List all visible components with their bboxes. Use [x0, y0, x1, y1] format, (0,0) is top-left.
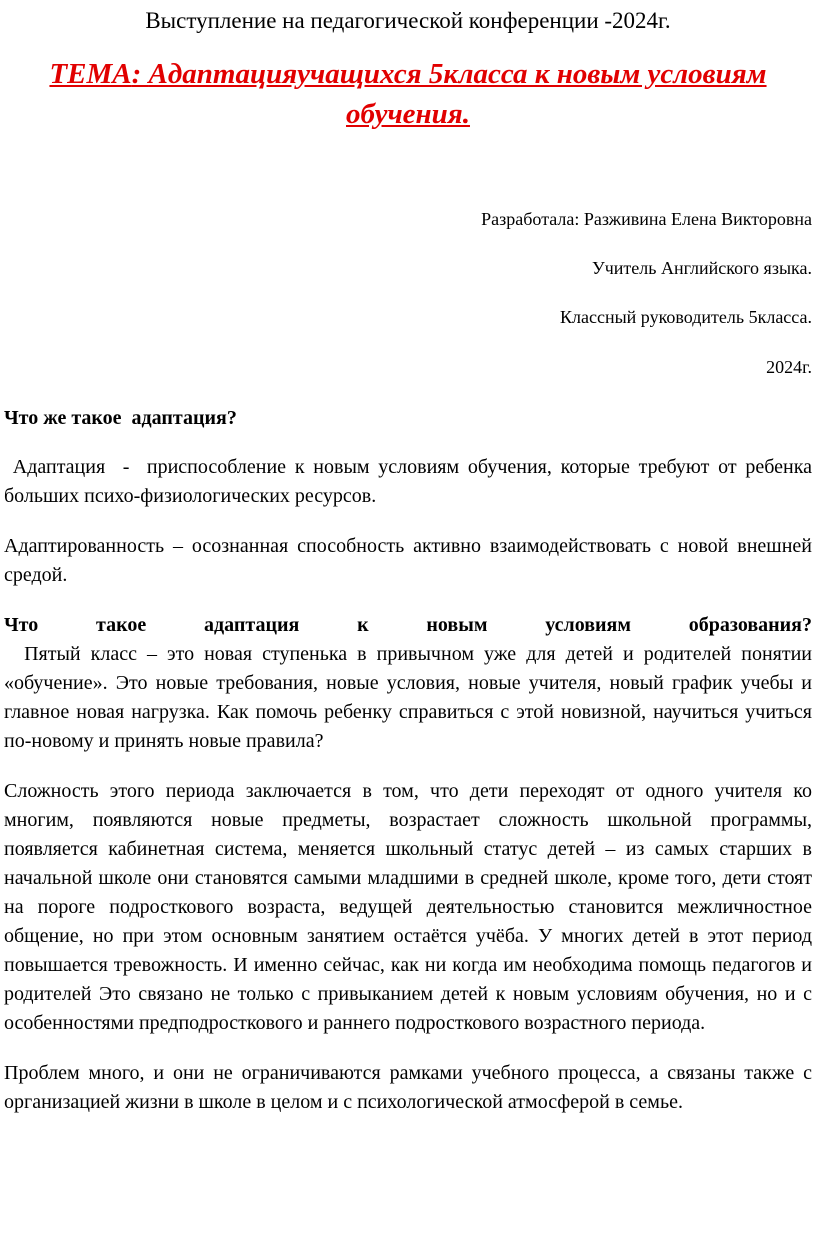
byline-author: Разработала: Разживина Елена Викторовна [481, 209, 812, 230]
page-title: Выступление на педагогической конференции -2024г. [145, 8, 671, 33]
byline-role-class-teacher: Классный руководитель 5класса. [559, 307, 812, 328]
theme-heading [6, 54, 810, 135]
theme-separator: : [131, 57, 149, 90]
theme-text: Адаптацияучащихся 5класса к новым условиям обучения. [148, 57, 767, 131]
paragraph-problems: Проблем много, и они не ограничиваются рамками учебного процесса, а связаны также с организацией жизни в школе в целом и с психологической атмосферой в семье. [4, 1061, 812, 1113]
theme-label: ТЕМА [49, 57, 132, 90]
paragraph-period-complexity: Сложность этого периода заключается в том, что дети переходят от одного учителя ко многим, появляются новые предметы, возрастает сложность школьной программы, появляется кабинетная система, меняется школьный статус детей – из самых старших в начальной школе они становятся самыми младшими в средней школе, кроме того, дети стоят на пороге подросткового возраста, ведущей деятельностью становится межличностное общение, но при этом основным занятием остаётся учёба. У многих детей в этот период повышается тревожность. И именно сейчас, как ни когда им необходима помощь педагогов и родителей Это связано не только с привыканием детей к новым условиям обучения, но и с особенностями предподросткового и раннего подросткового возрастного периода. [4, 779, 812, 1034]
section-heading-what-is-adaptation: Что же такое адаптация? [4, 406, 237, 429]
paragraph-fifth-grade: Пятый класс – это новая ступенька в привычном уже для детей и родителей понятии «обучение». Это новые требования, новые условия, новые учителя, новый график учебы и главное новая нагрузка. Как помочь ребенку справиться с этой новизной, научиться учиться по-новому и принять новые правила? [4, 642, 812, 752]
byline-year: 2024г. [766, 356, 812, 377]
paragraph-adaptation-definition: Адаптация - приспособление к новым условиям обучения, которые требуют от ребенка больших психо-физиологических ресурсов. [4, 455, 812, 507]
byline-role-teacher: Учитель Английского языка. [591, 258, 812, 279]
section-new-conditions [4, 611, 812, 756]
section-heading-new-conditions: Что такое адаптация к новым условиям образования? [4, 613, 812, 636]
byline-block [4, 207, 812, 380]
document-body [4, 404, 812, 1117]
paragraph-adaptedness-definition: Адаптированность – осознанная способность активно взаимодействовать с новой внешней средой. [4, 534, 812, 586]
